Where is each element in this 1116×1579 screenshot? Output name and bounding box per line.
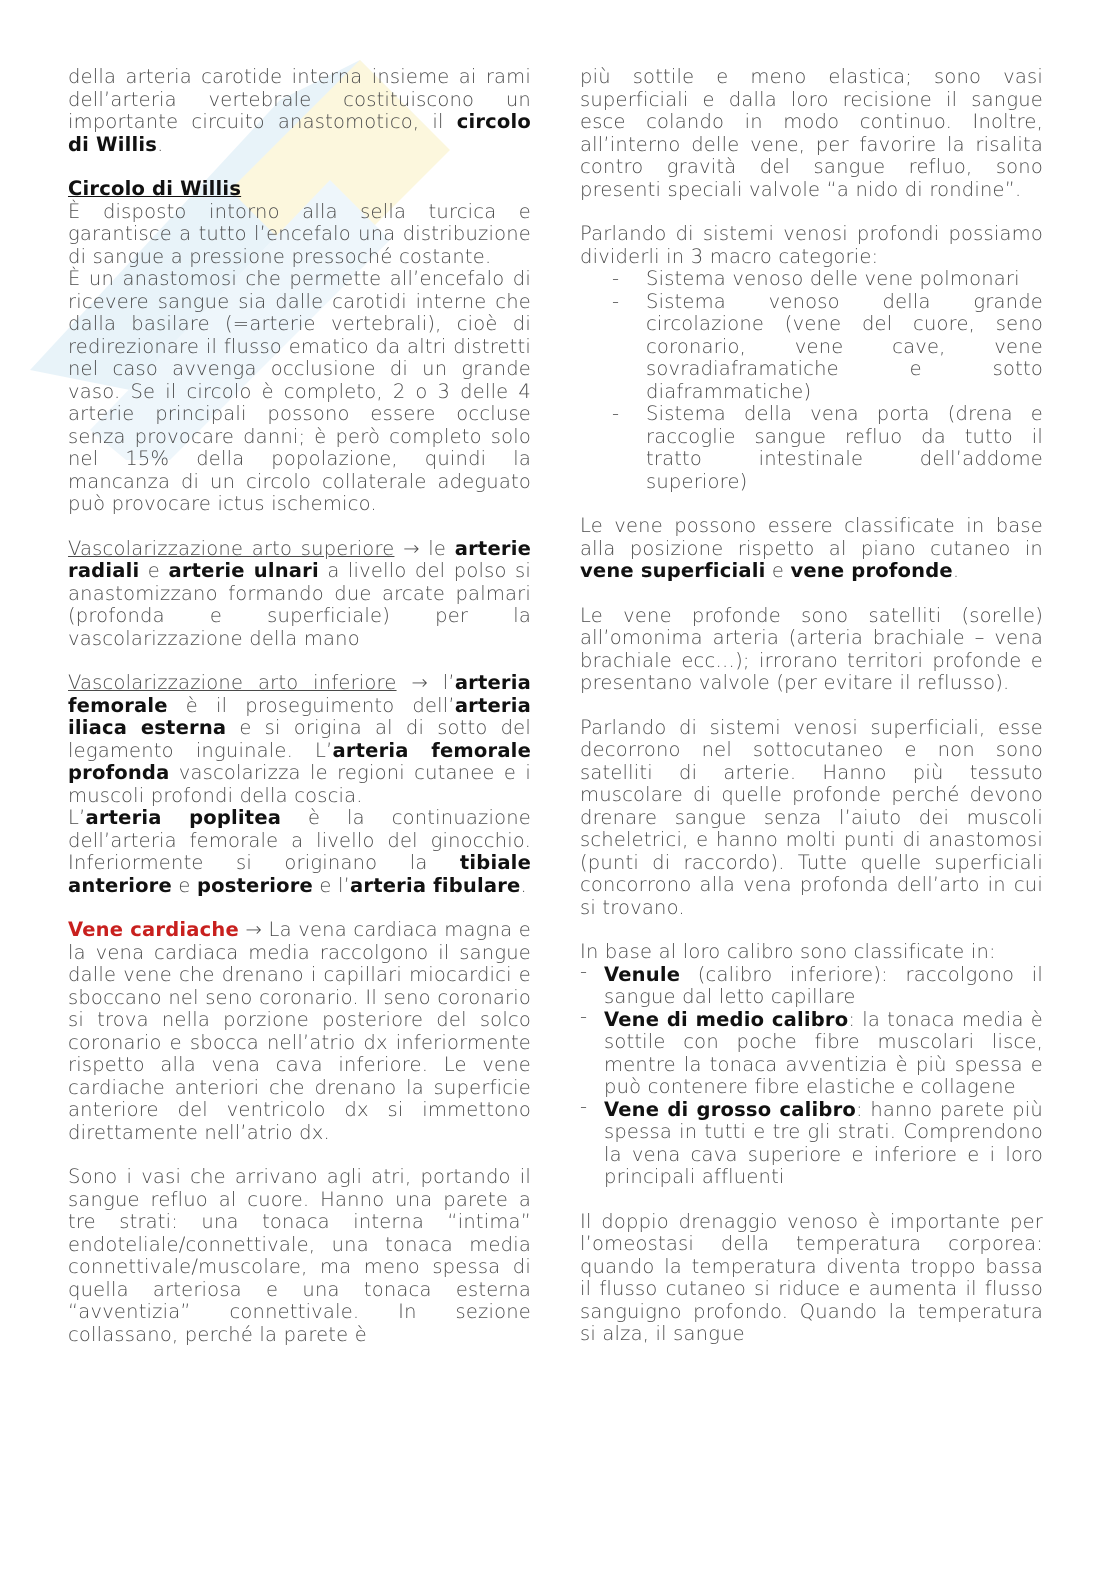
list-item: - Sistema della vena porta (drena e raccoglie sangue refluo da tutto il tratto intestinale dell’addome superiore) [580, 403, 1043, 493]
carotid-paragraph: della arteria carotide interna insieme ai rami dell’arteria vertebrale costituiscono un importante circuito anastomotico, il circolo di Willis. [68, 65, 531, 156]
veins-continuation-paragraph: più sottile e meno elastica; sono vasi superficiali e dalla loro recisione il sangue esce colando in modo continuo. Inoltre, all’interno delle vene, per favorire la risalita contro gravità del sangue refluo, sono presenti speciali valvole “a nido di rondine”. [580, 65, 1043, 201]
arrow-icon: → [245, 918, 262, 941]
classification-paragraph: Le vene possono essere classificate in base alla posizione rispetto al piano cutaneo in vene superficiali e vene profonde. [580, 514, 1043, 582]
left-column [68, 66, 531, 1368]
arrow-icon: → [411, 671, 428, 694]
willis-paragraph: Circolo di Willis È disposto intorno alla sella turcica e garantisce a tutto l’encefalo una distribuzione di sangue a pressione pressoché costante. [68, 177, 531, 268]
arrow-icon: → [403, 536, 420, 560]
list-item: ‐ Vene di medio calibro: la tonaca media è sottile con poche fibre muscolari lisce, mentre la tonaca avventizia è più spessa e può contenere fibre elastiche e collagene [580, 1009, 1043, 1099]
cardiac-veins-paragraph: Vene cardiache → La vena cardiaca magna e la vena cardiaca media raccolgono il sangue dalle vene che drenano i capillari miocardici e sboccano nel seno coronario. Il seno coronario si trova nella porzione posteriore del solco coronario e sbocca nell’atrio dx inferiormente rispetto alla vena cava inferiore. Le vene cardiache anteriori che drenano la superficie anteriore del ventricolo dx si immettono direttamente nell’atrio dx. [68, 918, 531, 1144]
upper-limb-heading: Vascolarizzazione arto superiore [68, 536, 395, 560]
list-item: - Sistema venoso delle vene polmonari [580, 268, 1043, 291]
caliber-list [580, 964, 1043, 1189]
double-drainage-paragraph: Il doppio drenaggio venoso è importante per l’omeostasi della temperatura corporea: quando la temperatura diventa troppo bassa il flusso cutaneo si riduce e aumenta il flusso sanguigno profondo. Quando la temperatura si alza, il sangue [580, 1209, 1043, 1345]
willis-heading: Circolo di Willis [68, 177, 242, 200]
list-item: ‐ Vene di grosso calibro: hanno parete più spessa in tutti e tre gli strati. Comprendono la vena cava superiore e inferiore e i loro principali affluenti [580, 1099, 1043, 1189]
cardiac-veins-heading: Vene cardiache [68, 918, 239, 941]
popliteal-paragraph: L’arteria poplitea è la continuazione dell’arteria femorale a livello del ginocchio. Inferiormente si originano la tibiale anteriore e posteriore e l’arteria fibulare. [68, 806, 531, 897]
veins-paragraph: Sono i vasi che arrivano agli atri, portando il sangue refluo al cuore. Hanno una parete a tre strati: una tonaca interna “intima” endoteliale/connettivale, una tonaca media connettivale/muscolare, ma meno spessa di quella arteriosa e una tonaca esterna “avventizia” connettivale. In sezione collassano, perché la parete è [68, 1165, 531, 1346]
list-item: - Sistema venoso della grande circolazione (vene del cuore, seno coronario, vene cave, vene sovradiaframatiche e sotto diaframmatiche) [580, 291, 1043, 404]
deep-systems-intro: Parlando di sistemi venosi profondi possiamo dividerli in 3 macro categorie: [580, 222, 1043, 268]
list-item: ‐ Venule (calibro inferiore): raccolgono il sangue dal letto capillare [580, 964, 1043, 1009]
deep-veins-paragraph: Le vene profonde sono satelliti (sorelle) all’omonima arteria (arteria brachiale – vena brachiale ecc…); irrorano territori profonde e presentano valvole (per evitare il reflusso). [580, 603, 1043, 694]
lower-limb-heading: Vascolarizzazione arto inferiore [68, 671, 397, 694]
superficial-veins-paragraph: Parlando di sistemi venosi superficiali, esse decorrono nel sottocutaneo e non sono satelliti di arterie. Hanno più tessuto muscolare di quelle profonde perché devono drenare sangue senza l’aiuto dei muscoli scheletrici, e hanno molti punti di anastomosi (punti di raccordo). Tutte quelle superficiali concorrono alla vena profonda dell’arto in cui si trovano. [580, 715, 1043, 919]
lower-limb-paragraph: Vascolarizzazione arto inferiore → l’arteria femorale è il proseguimento dell’arteria iliaca esterna e si origina al di sotto del legamento inguinale. L’arteria femorale profonda vascolarizza le regioni cutanee e i muscoli profondi della coscia. [68, 671, 531, 807]
deep-systems-list [580, 268, 1043, 493]
willis-paragraph-2: È un anastomosi che permette all’encefalo di ricevere sangue sia dalle carotidi interne che dalla basilare (=arterie vertebrali), cioè di redirezionare il flusso ematico da altri distretti nel caso avvenga occlusione di un grande vaso. Se il circolo è completo, 2 o 3 delle 4 arterie principali possono essere occluse senza provocare danni; è però completo solo nel 15% della popolazione, quindi la mancanza di un circolo collaterale adeguato può provocare ictus ischemico. [68, 267, 531, 515]
caliber-intro: In base al loro calibro sono classificate in: [580, 940, 996, 963]
right-column [580, 66, 1043, 1368]
upper-limb-paragraph: Vascolarizzazione arto superiore → le arterie radiali e arterie ulnari a livello del polso si anastomizzano formando due arcate palmari (profonda e superficiale) per la vascolarizzazione della mano [68, 536, 531, 650]
